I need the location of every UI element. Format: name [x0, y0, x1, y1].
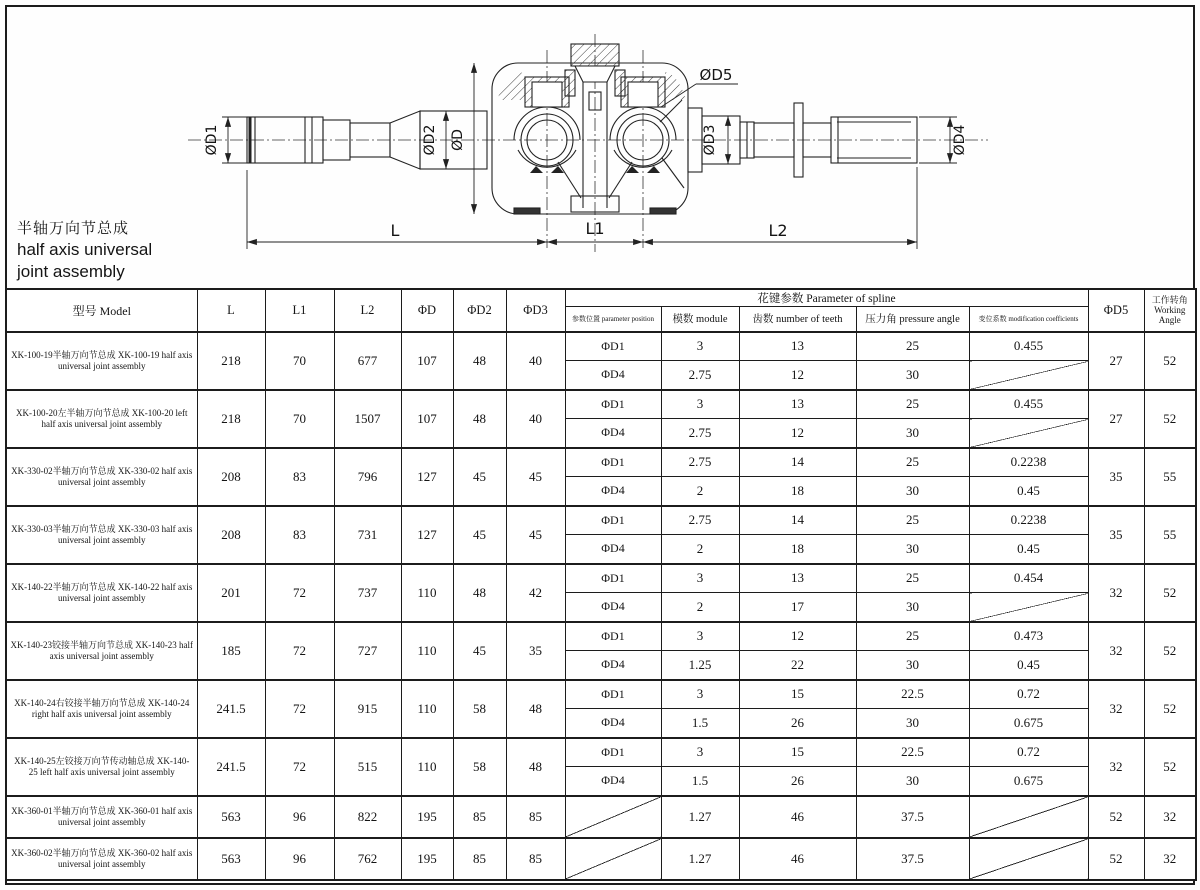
spline-position-cell: ΦD4 — [565, 651, 661, 680]
joint-housing — [492, 44, 688, 214]
model-cell: XK-330-03半轴万向节总成 XK-330-03 half axis universal joint assembly — [6, 506, 197, 564]
d2-cell: 58 — [453, 680, 506, 738]
l1-cell: 70 — [265, 332, 334, 390]
spline-teeth-cell: 17 — [739, 593, 856, 622]
dim-label-d5: ØD5 — [699, 66, 733, 84]
l1-cell: 72 — [265, 738, 334, 796]
working-angle-cell: 55 — [1144, 448, 1196, 506]
spline-module-cell: 1.25 — [661, 651, 739, 680]
working-angle-cell: 52 — [1144, 738, 1196, 796]
spec-row — [6, 564, 1196, 593]
d-cell: 107 — [401, 332, 453, 390]
spline-teeth-cell: 13 — [739, 564, 856, 593]
header-number-of-teeth: 齿数 number of teeth — [739, 307, 856, 332]
spline-pressure-cell: 30 — [856, 477, 969, 506]
spline-modification-cell: 0.454 — [969, 564, 1088, 593]
spline-teeth-cell: 15 — [739, 680, 856, 709]
l2-cell: 796 — [334, 448, 401, 506]
spec-row — [6, 448, 1196, 477]
spec-row — [6, 680, 1196, 709]
spline-teeth-cell: 14 — [739, 448, 856, 477]
header-l2: L2 — [334, 289, 401, 332]
dim-label-d4: ØD4 — [952, 124, 968, 156]
l2-cell: 515 — [334, 738, 401, 796]
header-l: L — [197, 289, 265, 332]
d2-cell: 45 — [453, 622, 506, 680]
l-cell: 563 — [197, 838, 265, 880]
spline-pressure-cell: 30 — [856, 651, 969, 680]
spline-module-cell: 1.27 — [661, 838, 739, 880]
working-angle-cell: 32 — [1144, 838, 1196, 880]
spline-module-cell: 2.75 — [661, 361, 739, 390]
d-cell: 195 — [401, 796, 453, 838]
assembly-drawing — [0, 0, 1200, 288]
spline-pressure-cell: 25 — [856, 332, 969, 361]
spec-row — [6, 390, 1196, 419]
d-cell: 110 — [401, 680, 453, 738]
spec-row — [6, 738, 1196, 767]
spline-teeth-cell: 26 — [739, 709, 856, 738]
header-pressure-angle: 压力角 pressure angle — [856, 307, 969, 332]
spec-row — [6, 506, 1196, 535]
l-cell: 208 — [197, 448, 265, 506]
d2-cell: 45 — [453, 448, 506, 506]
l2-cell: 677 — [334, 332, 401, 390]
d5-cell: 52 — [1088, 838, 1144, 880]
spline-position-cell: ΦD4 — [565, 361, 661, 390]
spline-module-cell: 3 — [661, 738, 739, 767]
l-cell: 185 — [197, 622, 265, 680]
spline-modification-cell: 0.455 — [969, 332, 1088, 361]
header-working-angle-cn: 工作转角 — [1151, 295, 1188, 306]
spline-position-cell: ΦD4 — [565, 709, 661, 738]
spline-module-cell: 3 — [661, 390, 739, 419]
l2-cell: 1507 — [334, 390, 401, 448]
spline-module-cell: 3 — [661, 680, 739, 709]
spline-pressure-cell: 22.5 — [856, 738, 969, 767]
spline-pressure-cell: 30 — [856, 709, 969, 738]
spline-module-cell: 2.75 — [661, 506, 739, 535]
spec-row — [6, 796, 1196, 838]
l-cell: 201 — [197, 564, 265, 622]
spline-position-cell: ΦD4 — [565, 477, 661, 506]
spline-pressure-cell: 30 — [856, 419, 969, 448]
working-angle-cell: 55 — [1144, 506, 1196, 564]
spline-modification-cell: 0.2238 — [969, 448, 1088, 477]
working-angle-cell: 52 — [1144, 622, 1196, 680]
spline-modification-cell: 0.675 — [969, 767, 1088, 796]
spline-pressure-cell: 25 — [856, 622, 969, 651]
spline-position-cell: ΦD1 — [565, 332, 661, 361]
spline-modification-cell — [969, 838, 1088, 880]
d3-cell: 85 — [506, 838, 565, 880]
spline-module-cell: 2 — [661, 535, 739, 564]
d3-cell: 35 — [506, 622, 565, 680]
d2-cell: 48 — [453, 332, 506, 390]
d3-cell: 48 — [506, 738, 565, 796]
l2-cell: 915 — [334, 680, 401, 738]
dim-label-l: L — [390, 221, 400, 240]
working-angle-cell: 52 — [1144, 390, 1196, 448]
spline-pressure-cell: 25 — [856, 564, 969, 593]
d3-cell: 45 — [506, 448, 565, 506]
spline-teeth-cell: 14 — [739, 506, 856, 535]
spline-module-cell: 2.75 — [661, 448, 739, 477]
spline-module-cell: 1.5 — [661, 709, 739, 738]
spline-pressure-cell: 25 — [856, 390, 969, 419]
model-cell: XK-140-25左铰接万向节传动轴总成 XK-140-25 left half axis universal joint assembly — [6, 738, 197, 796]
spline-modification-cell: 0.45 — [969, 477, 1088, 506]
l2-cell: 762 — [334, 838, 401, 880]
spline-module-cell: 3 — [661, 564, 739, 593]
d2-cell: 58 — [453, 738, 506, 796]
model-cell: XK-100-20左半轴万向节总成 XK-100-20 left half axis universal joint assembly — [6, 390, 197, 448]
spline-position-cell: ΦD1 — [565, 506, 661, 535]
d-cell: 127 — [401, 448, 453, 506]
l-cell: 218 — [197, 390, 265, 448]
spline-teeth-cell: 18 — [739, 477, 856, 506]
spline-modification-cell: 0.45 — [969, 535, 1088, 564]
d5-cell: 32 — [1088, 622, 1144, 680]
dim-label-l2: L2 — [768, 221, 788, 240]
d5-cell: 35 — [1088, 506, 1144, 564]
d5-cell: 52 — [1088, 796, 1144, 838]
spline-pressure-cell: 30 — [856, 361, 969, 390]
title-chinese: 半轴万向节总成 — [17, 220, 130, 237]
l2-cell: 737 — [334, 564, 401, 622]
working-angle-cell: 32 — [1144, 796, 1196, 838]
d2-cell: 45 — [453, 506, 506, 564]
model-cell: XK-140-22半轴万向节总成 XK-140-22 half axis universal joint assembly — [6, 564, 197, 622]
spline-position-cell: ΦD1 — [565, 680, 661, 709]
l2-cell: 822 — [334, 796, 401, 838]
spline-module-cell: 1.27 — [661, 796, 739, 838]
spline-modification-cell: 0.2238 — [969, 506, 1088, 535]
spec-table-head — [6, 289, 1196, 332]
l1-cell: 96 — [265, 796, 334, 838]
l-cell: 208 — [197, 506, 265, 564]
dim-label-l1: L1 — [585, 219, 605, 238]
header-spline-group: 花键参数 Parameter of spline — [565, 289, 1088, 307]
header-parameter-position: 参数位置 parameter position — [565, 307, 661, 332]
d3-cell: 42 — [506, 564, 565, 622]
dim-label-d3: ØD3 — [702, 124, 718, 156]
dim-label-d2: ØD2 — [422, 124, 438, 156]
d3-cell: 48 — [506, 680, 565, 738]
d5-cell: 32 — [1088, 680, 1144, 738]
spec-table — [5, 288, 1197, 881]
spline-teeth-cell: 22 — [739, 651, 856, 680]
spline-position-cell: ΦD1 — [565, 738, 661, 767]
l-cell: 241.5 — [197, 680, 265, 738]
spline-module-cell: 2 — [661, 477, 739, 506]
spline-position-cell: ΦD1 — [565, 622, 661, 651]
spline-pressure-cell: 37.5 — [856, 796, 969, 838]
d5-cell: 27 — [1088, 390, 1144, 448]
spline-teeth-cell: 15 — [739, 738, 856, 767]
spline-modification-cell: 0.455 — [969, 390, 1088, 419]
model-cell: XK-360-02半轴万向节总成 XK-360-02 half axis universal joint assembly — [6, 838, 197, 880]
spline-module-cell: 1.5 — [661, 767, 739, 796]
d3-cell: 45 — [506, 506, 565, 564]
header-working-angle-en: Working Angle — [1154, 305, 1186, 326]
spline-teeth-cell: 46 — [739, 796, 856, 838]
spline-position-cell: ΦD4 — [565, 767, 661, 796]
spline-position-cell: ΦD4 — [565, 593, 661, 622]
spline-pressure-cell: 22.5 — [856, 680, 969, 709]
spline-position-cell: ΦD4 — [565, 419, 661, 448]
l1-cell: 83 — [265, 448, 334, 506]
spline-modification-cell — [969, 419, 1088, 448]
spline-module-cell: 3 — [661, 622, 739, 651]
spline-teeth-cell: 13 — [739, 390, 856, 419]
l1-cell: 83 — [265, 506, 334, 564]
spline-modification-cell: 0.72 — [969, 738, 1088, 767]
title-english-line2: joint assembly — [17, 262, 125, 281]
d2-cell: 48 — [453, 564, 506, 622]
spline-teeth-cell: 12 — [739, 419, 856, 448]
header-d: ΦD — [401, 289, 453, 332]
model-cell: XK-100-19半轴万向节总成 XK-100-19 half axis universal joint assembly — [6, 332, 197, 390]
header-model: 型号 Model — [6, 289, 197, 332]
spline-pressure-cell: 25 — [856, 448, 969, 477]
spec-table-body — [6, 332, 1196, 880]
dim-label-d: ØD — [450, 129, 466, 151]
spline-modification-cell: 0.675 — [969, 709, 1088, 738]
spline-teeth-cell: 13 — [739, 332, 856, 361]
working-angle-cell: 52 — [1144, 680, 1196, 738]
spline-position-cell: ΦD1 — [565, 448, 661, 477]
l1-cell: 72 — [265, 564, 334, 622]
spline-teeth-cell: 26 — [739, 767, 856, 796]
spline-pressure-cell: 37.5 — [856, 838, 969, 880]
spline-position-cell: ΦD4 — [565, 535, 661, 564]
spline-pressure-cell: 25 — [856, 506, 969, 535]
d3-cell: 40 — [506, 390, 565, 448]
l-cell: 563 — [197, 796, 265, 838]
d5-cell: 32 — [1088, 564, 1144, 622]
spline-pressure-cell: 30 — [856, 535, 969, 564]
header-d3: ΦD3 — [506, 289, 565, 332]
l1-cell: 96 — [265, 838, 334, 880]
d3-cell: 40 — [506, 332, 565, 390]
d5-cell: 32 — [1088, 738, 1144, 796]
spline-modification-cell: 0.72 — [969, 680, 1088, 709]
spec-row — [6, 622, 1196, 651]
l2-cell: 731 — [334, 506, 401, 564]
header-d2: ΦD2 — [453, 289, 506, 332]
spline-position-cell — [565, 838, 661, 880]
d-cell: 110 — [401, 622, 453, 680]
model-cell: XK-140-24右铰接半轴万向节总成 XK-140-24 right half axis universal joint assembly — [6, 680, 197, 738]
spline-teeth-cell: 12 — [739, 361, 856, 390]
header-modification-coefficients: 变位系数 modification coefficients — [969, 307, 1088, 332]
spline-position-cell: ΦD1 — [565, 564, 661, 593]
spline-pressure-cell: 30 — [856, 593, 969, 622]
l1-cell: 72 — [265, 680, 334, 738]
title-block — [17, 219, 152, 283]
d2-cell: 48 — [453, 390, 506, 448]
spline-module-cell: 3 — [661, 332, 739, 361]
spec-row — [6, 332, 1196, 361]
header-working-angle — [1144, 289, 1196, 332]
d-cell: 107 — [401, 390, 453, 448]
spline-modification-cell: 0.45 — [969, 651, 1088, 680]
model-cell: XK-330-02半轴万向节总成 XK-330-02 half axis universal joint assembly — [6, 448, 197, 506]
header-d5: ΦD5 — [1088, 289, 1144, 332]
l1-cell: 70 — [265, 390, 334, 448]
spline-modification-cell: 0.473 — [969, 622, 1088, 651]
spline-module-cell: 2.75 — [661, 419, 739, 448]
d5-cell: 35 — [1088, 448, 1144, 506]
d3-cell: 85 — [506, 796, 565, 838]
l1-cell: 72 — [265, 622, 334, 680]
title-english-line1: half axis universal — [17, 240, 153, 259]
dim-label-d1: ØD1 — [204, 124, 220, 156]
d-cell: 110 — [401, 738, 453, 796]
spline-position-cell — [565, 796, 661, 838]
d2-cell: 85 — [453, 838, 506, 880]
spline-modification-cell — [969, 593, 1088, 622]
l2-cell: 727 — [334, 622, 401, 680]
spline-teeth-cell: 46 — [739, 838, 856, 880]
spline-teeth-cell: 12 — [739, 622, 856, 651]
spec-row — [6, 838, 1196, 880]
working-angle-cell: 52 — [1144, 564, 1196, 622]
header-l1: L1 — [265, 289, 334, 332]
spline-teeth-cell: 18 — [739, 535, 856, 564]
spline-position-cell: ΦD1 — [565, 390, 661, 419]
d-cell: 110 — [401, 564, 453, 622]
spline-modification-cell — [969, 361, 1088, 390]
d2-cell: 85 — [453, 796, 506, 838]
spline-modification-cell — [969, 796, 1088, 838]
l-cell: 218 — [197, 332, 265, 390]
model-cell: XK-360-01半轴万向节总成 XK-360-01 half axis universal joint assembly — [6, 796, 197, 838]
l-cell: 241.5 — [197, 738, 265, 796]
d-cell: 195 — [401, 838, 453, 880]
working-angle-cell: 52 — [1144, 332, 1196, 390]
header-module: 模数 module — [661, 307, 739, 332]
spline-pressure-cell: 30 — [856, 767, 969, 796]
d-cell: 127 — [401, 506, 453, 564]
d5-cell: 27 — [1088, 332, 1144, 390]
spline-module-cell: 2 — [661, 593, 739, 622]
model-cell: XK-140-23铰接半轴万向节总成 XK-140-23 half axis universal joint assembly — [6, 622, 197, 680]
